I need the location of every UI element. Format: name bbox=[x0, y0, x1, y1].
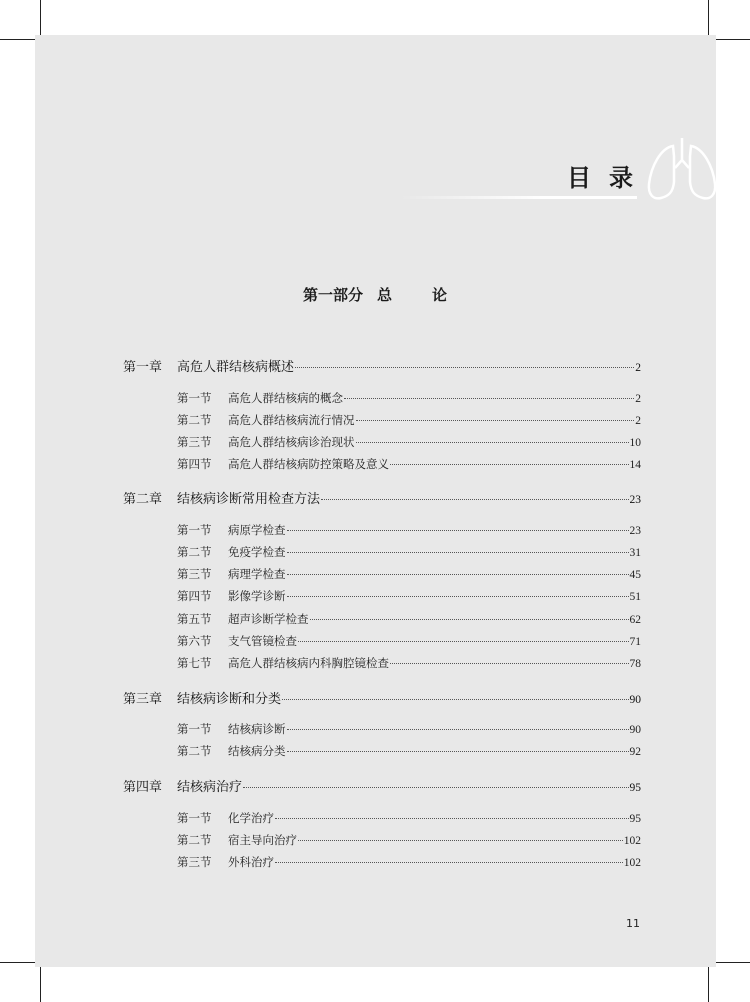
section-title: 影像学诊断 bbox=[228, 589, 286, 603]
section-label: 第三节 bbox=[177, 855, 212, 869]
chapter-label: 第二章 bbox=[123, 492, 163, 507]
section-page: 10 bbox=[629, 437, 641, 449]
leader-dots bbox=[287, 728, 629, 730]
page-title: 目录 bbox=[567, 164, 651, 192]
section-page: 102 bbox=[623, 857, 641, 869]
leader-dots bbox=[356, 441, 629, 443]
toc-section[interactable] bbox=[177, 456, 641, 472]
toc-section[interactable] bbox=[177, 588, 641, 604]
leader-dots bbox=[287, 595, 629, 597]
section-label: 第七节 bbox=[177, 656, 212, 670]
toc-section[interactable] bbox=[177, 832, 641, 848]
section-page: 51 bbox=[629, 591, 641, 603]
section-page: 78 bbox=[629, 658, 641, 670]
chapter-label: 第一章 bbox=[123, 360, 163, 375]
chapter-title: 结核病诊断常用检查方法 bbox=[177, 492, 321, 507]
section-page: 45 bbox=[629, 569, 641, 581]
section-page: 95 bbox=[629, 813, 641, 825]
toc-chapter-3[interactable] bbox=[123, 688, 641, 707]
toc-section[interactable] bbox=[177, 810, 641, 826]
section-label: 第二节 bbox=[177, 545, 212, 559]
part-word-1: 总 bbox=[376, 286, 392, 304]
title-underline bbox=[400, 196, 637, 199]
part-prefix: 第一部分 bbox=[302, 286, 363, 304]
section-label: 第一节 bbox=[177, 391, 212, 405]
chapter-page: 2 bbox=[635, 362, 641, 374]
leader-dots bbox=[310, 618, 629, 620]
section-label: 第一节 bbox=[177, 811, 212, 825]
section-title: 支气管镜检查 bbox=[228, 634, 297, 648]
page-number: 11 bbox=[626, 917, 640, 930]
toc-section[interactable] bbox=[177, 412, 641, 428]
chapter-page: 95 bbox=[629, 782, 641, 794]
section-label: 第二节 bbox=[177, 744, 212, 758]
leader-dots bbox=[287, 750, 629, 752]
toc-section[interactable] bbox=[177, 544, 641, 560]
chapter-title: 结核病诊断和分类 bbox=[177, 692, 282, 707]
part-title bbox=[0, 284, 750, 305]
section-page: 14 bbox=[629, 459, 641, 471]
toc-section[interactable] bbox=[177, 522, 641, 538]
section-page: 2 bbox=[635, 415, 641, 427]
chapter-title: 高危人群结核病概述 bbox=[177, 360, 295, 375]
section-page: 71 bbox=[629, 636, 641, 648]
leader-dots bbox=[287, 573, 629, 575]
section-page: 62 bbox=[629, 614, 641, 626]
section-page: 2 bbox=[635, 393, 641, 405]
lung-icon bbox=[643, 138, 721, 206]
toc-section[interactable] bbox=[177, 434, 641, 450]
leader-dots bbox=[298, 839, 623, 841]
section-title: 结核病诊断 bbox=[228, 722, 286, 736]
section-title: 病理学检查 bbox=[228, 567, 286, 581]
section-label: 第四节 bbox=[177, 457, 212, 471]
toc-section[interactable] bbox=[177, 721, 641, 737]
section-title: 高危人群结核病防控策略及意义 bbox=[228, 457, 389, 471]
section-page: 102 bbox=[623, 835, 641, 847]
section-title: 病原学检查 bbox=[228, 523, 286, 537]
leader-dots bbox=[243, 786, 628, 788]
section-title: 高危人群结核病内科胸腔镜检查 bbox=[228, 656, 389, 670]
section-title: 高危人群结核病诊治现状 bbox=[228, 435, 355, 449]
leader-dots bbox=[275, 861, 623, 863]
toc-section[interactable] bbox=[177, 655, 641, 671]
chapter-label: 第四章 bbox=[123, 780, 163, 795]
toc-chapter-4[interactable] bbox=[123, 776, 641, 795]
chapter-page: 90 bbox=[629, 694, 641, 706]
toc-section[interactable] bbox=[177, 743, 641, 759]
section-label: 第二节 bbox=[177, 413, 212, 427]
leader-dots bbox=[295, 366, 634, 368]
section-page: 31 bbox=[629, 547, 641, 559]
chapter-label: 第三章 bbox=[123, 692, 163, 707]
toc-chapter-2[interactable] bbox=[123, 488, 641, 507]
section-label: 第一节 bbox=[177, 722, 212, 736]
section-label: 第五节 bbox=[177, 612, 212, 626]
section-page: 90 bbox=[629, 724, 641, 736]
leader-dots bbox=[390, 463, 629, 465]
section-title: 超声诊断学检查 bbox=[228, 612, 309, 626]
leader-dots bbox=[344, 397, 634, 399]
section-page: 92 bbox=[629, 746, 641, 758]
toc-chapter-1[interactable] bbox=[123, 356, 641, 375]
toc-section[interactable] bbox=[177, 390, 641, 406]
toc-section[interactable] bbox=[177, 854, 641, 870]
leader-dots bbox=[390, 662, 629, 664]
toc-section[interactable] bbox=[177, 611, 641, 627]
section-title: 化学治疗 bbox=[228, 811, 274, 825]
leader-dots bbox=[298, 640, 629, 642]
leader-dots bbox=[356, 419, 635, 421]
section-label: 第三节 bbox=[177, 435, 212, 449]
part-word-2: 论 bbox=[432, 286, 448, 304]
leader-dots bbox=[287, 529, 629, 531]
section-label: 第一节 bbox=[177, 523, 212, 537]
leader-dots bbox=[275, 817, 629, 819]
leader-dots bbox=[282, 698, 628, 700]
leader-dots bbox=[287, 551, 629, 553]
chapter-title: 结核病治疗 bbox=[177, 780, 243, 795]
section-page: 23 bbox=[629, 525, 641, 537]
section-title: 结核病分类 bbox=[228, 744, 286, 758]
toc-section[interactable] bbox=[177, 633, 641, 649]
section-label: 第二节 bbox=[177, 833, 212, 847]
section-label: 第六节 bbox=[177, 634, 212, 648]
section-title: 高危人群结核病流行情况 bbox=[228, 413, 355, 427]
section-title: 宿主导向治疗 bbox=[228, 833, 297, 847]
section-label: 第四节 bbox=[177, 589, 212, 603]
section-title: 外科治疗 bbox=[228, 855, 274, 869]
section-title: 免疫学检查 bbox=[228, 545, 286, 559]
toc-section[interactable] bbox=[177, 566, 641, 582]
leader-dots bbox=[321, 498, 628, 500]
section-title: 高危人群结核病的概念 bbox=[228, 391, 343, 405]
chapter-page: 23 bbox=[629, 494, 641, 506]
section-label: 第三节 bbox=[177, 567, 212, 581]
